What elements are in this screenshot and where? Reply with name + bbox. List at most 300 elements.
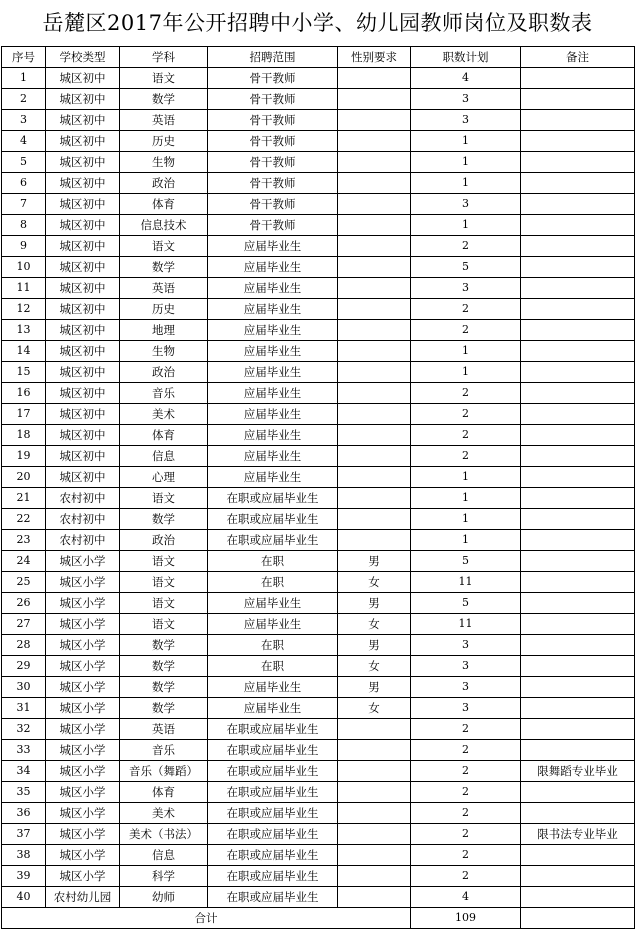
cell-subject: 体育 xyxy=(120,425,208,446)
cell-recruit-scope: 在职或应届毕业生 xyxy=(208,719,338,740)
cell-remark xyxy=(521,278,635,299)
cell-quota: 3 xyxy=(411,635,521,656)
cell-seq: 19 xyxy=(2,446,46,467)
cell-subject: 音乐 xyxy=(120,383,208,404)
cell-seq: 36 xyxy=(2,803,46,824)
cell-remark xyxy=(521,677,635,698)
total-row xyxy=(2,908,635,929)
table-row xyxy=(2,467,635,488)
cell-recruit-scope: 在职或应届毕业生 xyxy=(208,761,338,782)
table-row xyxy=(2,362,635,383)
cell-school-type: 城区小学 xyxy=(46,593,120,614)
cell-school-type: 城区初中 xyxy=(46,278,120,299)
cell-subject: 地理 xyxy=(120,320,208,341)
cell-seq: 34 xyxy=(2,761,46,782)
header-remark: 备注 xyxy=(521,47,635,68)
cell-remark xyxy=(521,89,635,110)
cell-quota: 2 xyxy=(411,761,521,782)
cell-recruit-scope: 在职 xyxy=(208,572,338,593)
cell-subject: 英语 xyxy=(120,719,208,740)
cell-remark xyxy=(521,131,635,152)
cell-subject: 科学 xyxy=(120,866,208,887)
table-row xyxy=(2,740,635,761)
table-row xyxy=(2,299,635,320)
cell-quota: 3 xyxy=(411,278,521,299)
cell-school-type: 城区初中 xyxy=(46,404,120,425)
cell-recruit-scope: 应届毕业生 xyxy=(208,320,338,341)
cell-subject: 语文 xyxy=(120,236,208,257)
cell-seq: 7 xyxy=(2,194,46,215)
cell-subject: 生物 xyxy=(120,152,208,173)
cell-quota: 4 xyxy=(411,887,521,908)
cell-recruit-scope: 应届毕业生 xyxy=(208,362,338,383)
table-row xyxy=(2,572,635,593)
cell-quota: 1 xyxy=(411,362,521,383)
cell-gender xyxy=(338,845,411,866)
cell-seq: 38 xyxy=(2,845,46,866)
total-label: 合计 xyxy=(2,908,411,929)
cell-subject: 语文 xyxy=(120,551,208,572)
cell-remark xyxy=(521,551,635,572)
cell-seq: 15 xyxy=(2,362,46,383)
cell-school-type: 城区小学 xyxy=(46,656,120,677)
cell-subject: 数学 xyxy=(120,698,208,719)
cell-seq: 12 xyxy=(2,299,46,320)
cell-seq: 27 xyxy=(2,614,46,635)
table-row xyxy=(2,110,635,131)
cell-school-type: 城区小学 xyxy=(46,845,120,866)
table-row xyxy=(2,131,635,152)
cell-recruit-scope: 在职或应届毕业生 xyxy=(208,530,338,551)
cell-gender: 男 xyxy=(338,551,411,572)
cell-school-type: 城区初中 xyxy=(46,68,120,89)
cell-quota: 2 xyxy=(411,320,521,341)
cell-seq: 1 xyxy=(2,68,46,89)
cell-seq: 6 xyxy=(2,173,46,194)
cell-gender xyxy=(338,173,411,194)
cell-quota: 3 xyxy=(411,677,521,698)
cell-remark xyxy=(521,593,635,614)
cell-gender xyxy=(338,194,411,215)
cell-gender xyxy=(338,68,411,89)
cell-quota: 1 xyxy=(411,341,521,362)
cell-school-type: 城区小学 xyxy=(46,803,120,824)
cell-subject: 信息技术 xyxy=(120,215,208,236)
cell-quota: 5 xyxy=(411,593,521,614)
cell-school-type: 城区小学 xyxy=(46,866,120,887)
cell-remark xyxy=(521,320,635,341)
cell-remark xyxy=(521,803,635,824)
cell-quota: 2 xyxy=(411,236,521,257)
table-row xyxy=(2,341,635,362)
cell-subject: 语文 xyxy=(120,488,208,509)
cell-quota: 5 xyxy=(411,551,521,572)
cell-gender xyxy=(338,257,411,278)
cell-quota: 2 xyxy=(411,803,521,824)
cell-remark xyxy=(521,488,635,509)
total-remark xyxy=(521,908,635,929)
cell-subject: 信息 xyxy=(120,845,208,866)
cell-school-type: 城区初中 xyxy=(46,425,120,446)
cell-gender xyxy=(338,152,411,173)
cell-gender xyxy=(338,488,411,509)
cell-recruit-scope: 应届毕业生 xyxy=(208,278,338,299)
cell-quota: 1 xyxy=(411,215,521,236)
cell-quota: 2 xyxy=(411,299,521,320)
cell-seq: 21 xyxy=(2,488,46,509)
cell-recruit-scope: 在职或应届毕业生 xyxy=(208,509,338,530)
table-row xyxy=(2,845,635,866)
cell-recruit-scope: 骨干教师 xyxy=(208,215,338,236)
cell-quota: 3 xyxy=(411,194,521,215)
table-row xyxy=(2,404,635,425)
cell-school-type: 城区初中 xyxy=(46,89,120,110)
cell-subject: 语文 xyxy=(120,593,208,614)
cell-recruit-scope: 应届毕业生 xyxy=(208,383,338,404)
table-row xyxy=(2,446,635,467)
cell-seq: 20 xyxy=(2,467,46,488)
cell-seq: 32 xyxy=(2,719,46,740)
cell-recruit-scope: 骨干教师 xyxy=(208,110,338,131)
table-row xyxy=(2,677,635,698)
cell-seq: 11 xyxy=(2,278,46,299)
cell-recruit-scope: 应届毕业生 xyxy=(208,404,338,425)
cell-gender xyxy=(338,404,411,425)
cell-school-type: 城区初中 xyxy=(46,341,120,362)
cell-quota: 2 xyxy=(411,425,521,446)
cell-seq: 14 xyxy=(2,341,46,362)
cell-gender xyxy=(338,824,411,845)
cell-recruit-scope: 在职 xyxy=(208,551,338,572)
cell-remark xyxy=(521,383,635,404)
cell-gender xyxy=(338,383,411,404)
cell-subject: 信息 xyxy=(120,446,208,467)
cell-quota: 4 xyxy=(411,68,521,89)
cell-gender xyxy=(338,299,411,320)
cell-remark xyxy=(521,110,635,131)
table-row xyxy=(2,824,635,845)
cell-seq: 30 xyxy=(2,677,46,698)
cell-subject: 音乐（舞蹈） xyxy=(120,761,208,782)
table-row xyxy=(2,782,635,803)
cell-quota: 3 xyxy=(411,698,521,719)
cell-seq: 4 xyxy=(2,131,46,152)
cell-recruit-scope: 应届毕业生 xyxy=(208,299,338,320)
cell-remark: 限书法专业毕业 xyxy=(521,824,635,845)
cell-school-type: 城区小学 xyxy=(46,572,120,593)
table-row xyxy=(2,278,635,299)
cell-quota: 11 xyxy=(411,614,521,635)
cell-school-type: 农村幼儿园 xyxy=(46,887,120,908)
cell-school-type: 农村初中 xyxy=(46,488,120,509)
cell-seq: 39 xyxy=(2,866,46,887)
cell-subject: 政治 xyxy=(120,530,208,551)
cell-seq: 35 xyxy=(2,782,46,803)
cell-quota: 2 xyxy=(411,404,521,425)
cell-seq: 40 xyxy=(2,887,46,908)
cell-quota: 5 xyxy=(411,257,521,278)
cell-recruit-scope: 在职或应届毕业生 xyxy=(208,845,338,866)
cell-recruit-scope: 骨干教师 xyxy=(208,173,338,194)
cell-quota: 11 xyxy=(411,572,521,593)
cell-remark xyxy=(521,866,635,887)
cell-seq: 18 xyxy=(2,425,46,446)
cell-recruit-scope: 骨干教师 xyxy=(208,131,338,152)
table-row xyxy=(2,425,635,446)
cell-recruit-scope: 应届毕业生 xyxy=(208,677,338,698)
cell-recruit-scope: 骨干教师 xyxy=(208,68,338,89)
cell-seq: 22 xyxy=(2,509,46,530)
table-row xyxy=(2,656,635,677)
cell-subject: 体育 xyxy=(120,194,208,215)
cell-seq: 17 xyxy=(2,404,46,425)
cell-quota: 1 xyxy=(411,509,521,530)
cell-remark xyxy=(521,362,635,383)
cell-remark xyxy=(521,194,635,215)
cell-school-type: 城区初中 xyxy=(46,152,120,173)
cell-recruit-scope: 在职或应届毕业生 xyxy=(208,866,338,887)
cell-school-type: 城区小学 xyxy=(46,698,120,719)
cell-recruit-scope: 应届毕业生 xyxy=(208,467,338,488)
cell-remark xyxy=(521,68,635,89)
cell-gender xyxy=(338,131,411,152)
table-row xyxy=(2,509,635,530)
cell-remark xyxy=(521,719,635,740)
table-row xyxy=(2,488,635,509)
cell-gender xyxy=(338,866,411,887)
cell-recruit-scope: 在职或应届毕业生 xyxy=(208,824,338,845)
cell-recruit-scope: 在职或应届毕业生 xyxy=(208,488,338,509)
cell-remark xyxy=(521,404,635,425)
cell-recruit-scope: 应届毕业生 xyxy=(208,236,338,257)
positions-table xyxy=(1,46,635,929)
cell-recruit-scope: 在职或应届毕业生 xyxy=(208,803,338,824)
table-row xyxy=(2,761,635,782)
cell-quota: 3 xyxy=(411,110,521,131)
cell-seq: 8 xyxy=(2,215,46,236)
cell-gender xyxy=(338,89,411,110)
cell-school-type: 城区小学 xyxy=(46,677,120,698)
table-row xyxy=(2,719,635,740)
cell-school-type: 城区初中 xyxy=(46,467,120,488)
cell-school-type: 城区小学 xyxy=(46,551,120,572)
cell-seq: 10 xyxy=(2,257,46,278)
cell-gender xyxy=(338,215,411,236)
cell-recruit-scope: 在职或应届毕业生 xyxy=(208,887,338,908)
cell-quota: 1 xyxy=(411,173,521,194)
table-row xyxy=(2,236,635,257)
cell-remark xyxy=(521,299,635,320)
cell-recruit-scope: 应届毕业生 xyxy=(208,446,338,467)
header-quota: 职数计划 xyxy=(411,47,521,68)
cell-gender xyxy=(338,719,411,740)
header-row xyxy=(2,47,635,68)
cell-quota: 1 xyxy=(411,152,521,173)
cell-gender xyxy=(338,740,411,761)
cell-school-type: 城区小学 xyxy=(46,719,120,740)
cell-school-type: 城区初中 xyxy=(46,362,120,383)
cell-seq: 37 xyxy=(2,824,46,845)
cell-quota: 2 xyxy=(411,719,521,740)
table-row xyxy=(2,614,635,635)
header-subject: 学科 xyxy=(120,47,208,68)
cell-school-type: 城区小学 xyxy=(46,761,120,782)
cell-remark xyxy=(521,656,635,677)
table-row xyxy=(2,215,635,236)
cell-subject: 美术 xyxy=(120,803,208,824)
cell-gender: 男 xyxy=(338,593,411,614)
cell-recruit-scope: 应届毕业生 xyxy=(208,593,338,614)
cell-school-type: 城区初中 xyxy=(46,215,120,236)
cell-subject: 历史 xyxy=(120,131,208,152)
table-row xyxy=(2,551,635,572)
cell-seq: 5 xyxy=(2,152,46,173)
cell-school-type: 城区初中 xyxy=(46,299,120,320)
cell-gender xyxy=(338,782,411,803)
cell-remark xyxy=(521,845,635,866)
cell-school-type: 城区小学 xyxy=(46,824,120,845)
cell-school-type: 城区初中 xyxy=(46,236,120,257)
cell-seq: 29 xyxy=(2,656,46,677)
cell-seq: 33 xyxy=(2,740,46,761)
cell-remark xyxy=(521,887,635,908)
table-row xyxy=(2,89,635,110)
cell-school-type: 农村初中 xyxy=(46,530,120,551)
cell-gender: 女 xyxy=(338,656,411,677)
page-title: 岳麓区2017年公开招聘中小学、幼儿园教师岗位及职数表 xyxy=(42,11,593,35)
cell-subject: 语文 xyxy=(120,572,208,593)
cell-gender xyxy=(338,467,411,488)
table-row xyxy=(2,152,635,173)
table-row xyxy=(2,530,635,551)
cell-seq: 3 xyxy=(2,110,46,131)
cell-subject: 音乐 xyxy=(120,740,208,761)
cell-remark xyxy=(521,740,635,761)
cell-recruit-scope: 应届毕业生 xyxy=(208,698,338,719)
cell-gender: 男 xyxy=(338,677,411,698)
cell-school-type: 城区小学 xyxy=(46,635,120,656)
cell-gender xyxy=(338,278,411,299)
cell-recruit-scope: 在职或应届毕业生 xyxy=(208,740,338,761)
cell-subject: 数学 xyxy=(120,509,208,530)
cell-remark xyxy=(521,509,635,530)
cell-subject: 数学 xyxy=(120,257,208,278)
cell-subject: 政治 xyxy=(120,362,208,383)
cell-quota: 2 xyxy=(411,446,521,467)
cell-quota: 1 xyxy=(411,131,521,152)
cell-subject: 历史 xyxy=(120,299,208,320)
cell-school-type: 城区初中 xyxy=(46,194,120,215)
header-school-type: 学校类型 xyxy=(46,47,120,68)
cell-recruit-scope: 在职 xyxy=(208,656,338,677)
table-row xyxy=(2,803,635,824)
cell-quota: 2 xyxy=(411,866,521,887)
cell-remark xyxy=(521,782,635,803)
cell-seq: 9 xyxy=(2,236,46,257)
cell-gender xyxy=(338,236,411,257)
cell-seq: 28 xyxy=(2,635,46,656)
table-row xyxy=(2,257,635,278)
cell-remark: 限舞蹈专业毕业 xyxy=(521,761,635,782)
cell-gender xyxy=(338,110,411,131)
header-gender: 性别要求 xyxy=(338,47,411,68)
table-row xyxy=(2,194,635,215)
cell-quota: 3 xyxy=(411,89,521,110)
cell-quota: 2 xyxy=(411,740,521,761)
cell-subject: 英语 xyxy=(120,278,208,299)
cell-subject: 数学 xyxy=(120,89,208,110)
cell-school-type: 城区初中 xyxy=(46,320,120,341)
cell-quota: 1 xyxy=(411,530,521,551)
cell-school-type: 城区初中 xyxy=(46,173,120,194)
cell-quota: 2 xyxy=(411,845,521,866)
cell-subject: 美术（书法） xyxy=(120,824,208,845)
cell-school-type: 农村初中 xyxy=(46,509,120,530)
cell-gender xyxy=(338,425,411,446)
cell-recruit-scope: 应届毕业生 xyxy=(208,341,338,362)
cell-gender: 女 xyxy=(338,698,411,719)
cell-recruit-scope: 应届毕业生 xyxy=(208,425,338,446)
cell-school-type: 城区小学 xyxy=(46,782,120,803)
table-row xyxy=(2,68,635,89)
cell-gender xyxy=(338,887,411,908)
cell-seq: 23 xyxy=(2,530,46,551)
cell-remark xyxy=(521,530,635,551)
cell-recruit-scope: 在职 xyxy=(208,635,338,656)
cell-remark xyxy=(521,152,635,173)
header-recruit-scope: 招聘范围 xyxy=(208,47,338,68)
cell-remark xyxy=(521,257,635,278)
cell-remark xyxy=(521,614,635,635)
cell-remark xyxy=(521,572,635,593)
cell-seq: 2 xyxy=(2,89,46,110)
cell-school-type: 城区小学 xyxy=(46,740,120,761)
table-row xyxy=(2,866,635,887)
cell-remark xyxy=(521,446,635,467)
cell-recruit-scope: 骨干教师 xyxy=(208,194,338,215)
cell-recruit-scope: 应届毕业生 xyxy=(208,614,338,635)
cell-quota: 2 xyxy=(411,782,521,803)
cell-gender xyxy=(338,509,411,530)
cell-gender xyxy=(338,761,411,782)
cell-gender: 女 xyxy=(338,614,411,635)
cell-seq: 24 xyxy=(2,551,46,572)
cell-subject: 数学 xyxy=(120,635,208,656)
cell-remark xyxy=(521,215,635,236)
cell-school-type: 城区初中 xyxy=(46,131,120,152)
table-row xyxy=(2,383,635,404)
cell-subject: 生物 xyxy=(120,341,208,362)
cell-subject: 幼师 xyxy=(120,887,208,908)
cell-subject: 英语 xyxy=(120,110,208,131)
cell-quota: 1 xyxy=(411,488,521,509)
cell-remark xyxy=(521,173,635,194)
cell-school-type: 城区初中 xyxy=(46,446,120,467)
cell-gender xyxy=(338,341,411,362)
cell-seq: 16 xyxy=(2,383,46,404)
cell-gender xyxy=(338,530,411,551)
cell-recruit-scope: 骨干教师 xyxy=(208,152,338,173)
cell-quota: 1 xyxy=(411,467,521,488)
cell-gender xyxy=(338,320,411,341)
table-row xyxy=(2,173,635,194)
cell-gender xyxy=(338,803,411,824)
cell-seq: 31 xyxy=(2,698,46,719)
cell-school-type: 城区初中 xyxy=(46,257,120,278)
cell-subject: 数学 xyxy=(120,656,208,677)
cell-subject: 心理 xyxy=(120,467,208,488)
cell-subject: 政治 xyxy=(120,173,208,194)
